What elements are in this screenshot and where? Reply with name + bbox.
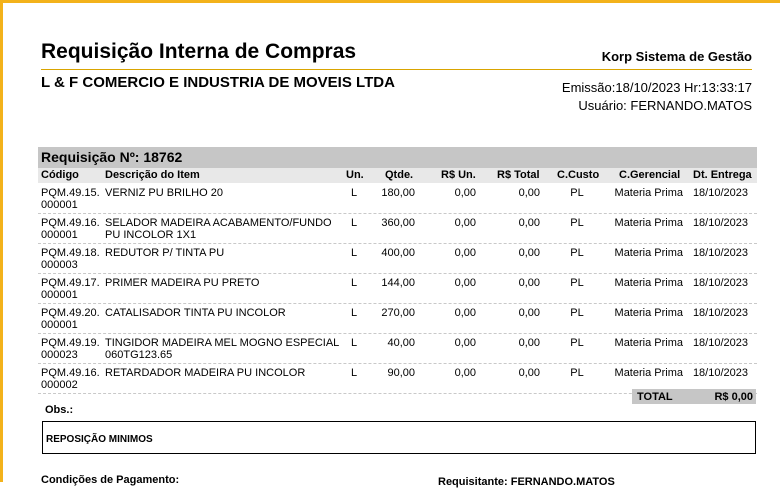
cell-un: L xyxy=(350,187,358,199)
cell-c-gerencial: Materia Prima xyxy=(614,367,683,379)
cell-codigo: PQM.49.18.000003 xyxy=(41,247,100,271)
cell-un: L xyxy=(350,217,358,229)
window-top-border xyxy=(0,0,780,3)
cell-c-gerencial: Materia Prima xyxy=(614,277,683,289)
requester-label: Requisitante: FERNANDO.MATOS xyxy=(438,476,615,488)
cell-qtde: 90,00 xyxy=(387,367,415,379)
cell-c-custo: PL xyxy=(570,367,584,379)
cell-qtde: 360,00 xyxy=(381,217,415,229)
document-title: Requisição Interna de Compras xyxy=(41,40,357,63)
total-value: R$ 0,00 xyxy=(714,391,753,403)
cell-qtde: 180,00 xyxy=(381,187,415,199)
cell-rs-un: 0,00 xyxy=(454,367,476,379)
cell-qtde: 144,00 xyxy=(381,277,415,289)
cell-dt-entrega: 18/10/2023 xyxy=(692,247,748,259)
cell-dt-entrega: 18/10/2023 xyxy=(692,307,748,319)
table-row xyxy=(38,184,757,214)
cell-c-custo: PL xyxy=(570,247,584,259)
cell-c-gerencial: Materia Prima xyxy=(614,217,683,229)
col-header-rs-un: R$ Un. xyxy=(441,169,476,181)
col-header-c-gerencial: C.Gerencial xyxy=(619,169,681,181)
total-label: TOTAL xyxy=(637,391,673,403)
cell-rs-un: 0,00 xyxy=(454,217,476,229)
table-header xyxy=(38,168,757,183)
payment-conditions-label: Condições de Pagamento: xyxy=(41,474,180,486)
window-left-border xyxy=(0,0,3,482)
cell-descricao: TINGIDOR MADEIRA MEL MOGNO ESPECIAL 060TG123.65 xyxy=(105,337,339,361)
table-row xyxy=(38,214,757,244)
cell-un: L xyxy=(350,247,358,259)
table-row xyxy=(38,274,757,304)
col-header-rs-total: R$ Total xyxy=(497,169,540,181)
cell-un: L xyxy=(350,337,358,349)
cell-qtde: 40,00 xyxy=(387,337,415,349)
col-header-dt-entrega: Dt. Entrega xyxy=(693,169,752,181)
system-name: Korp Sistema de Gestão xyxy=(601,49,752,64)
cell-qtde: 400,00 xyxy=(381,247,415,259)
cell-descricao: REDUTOR P/ TINTA PU xyxy=(105,247,225,259)
cell-dt-entrega: 18/10/2023 xyxy=(692,187,748,199)
table-row xyxy=(38,304,757,334)
cell-descricao: SELADOR MADEIRA ACABAMENTO/FUNDO PU INCOLOR 1X1 xyxy=(105,217,332,241)
obs-text: REPOSIÇÃO MINIMOS xyxy=(46,434,153,445)
cell-un: L xyxy=(350,277,358,289)
cell-c-gerencial: Materia Prima xyxy=(614,337,683,349)
cell-c-custo: PL xyxy=(570,307,584,319)
cell-rs-un: 0,00 xyxy=(454,337,476,349)
col-header-c-custo: C.Custo xyxy=(557,169,600,181)
obs-box xyxy=(42,421,756,454)
cell-codigo: PQM.49.16.000001 xyxy=(41,217,100,241)
table-row xyxy=(38,334,757,364)
cell-rs-un: 0,00 xyxy=(454,307,476,319)
cell-rs-total: 0,00 xyxy=(518,247,540,259)
user-name: Usuário: FERNANDO.MATOS xyxy=(578,98,752,113)
cell-c-custo: PL xyxy=(570,277,584,289)
cell-codigo: PQM.49.15.000001 xyxy=(41,187,100,211)
table-row xyxy=(38,244,757,274)
cell-dt-entrega: 18/10/2023 xyxy=(692,367,748,379)
col-header-un: Un. xyxy=(346,169,364,181)
cell-c-custo: PL xyxy=(570,337,584,349)
cell-un: L xyxy=(350,307,358,319)
cell-dt-entrega: 18/10/2023 xyxy=(692,277,748,289)
requisition-number: Requisição Nº: 18762 xyxy=(41,149,183,165)
cell-rs-un: 0,00 xyxy=(454,187,476,199)
total-bar xyxy=(632,389,756,404)
cell-rs-total: 0,00 xyxy=(518,367,540,379)
company-name: L & F COMERCIO E INDUSTRIA DE MOVEIS LTDA xyxy=(41,74,395,91)
cell-rs-un: 0,00 xyxy=(454,277,476,289)
cell-descricao: PRIMER MADEIRA PU PRETO xyxy=(105,277,260,289)
emission-info xyxy=(562,79,752,115)
col-header-qtde: Qtde. xyxy=(385,169,414,181)
cell-c-custo: PL xyxy=(570,187,584,199)
emission-date: Emissão:18/10/2023 Hr:13:33:17 xyxy=(561,80,752,95)
cell-rs-total: 0,00 xyxy=(518,187,540,199)
cell-rs-total: 0,00 xyxy=(518,217,540,229)
items-table-body xyxy=(38,184,757,394)
title-divider xyxy=(41,69,752,70)
cell-c-gerencial: Materia Prima xyxy=(614,307,683,319)
col-header-descricao: Descrição do Item xyxy=(105,169,200,181)
requisition-header-bar xyxy=(38,147,757,168)
cell-qtde: 270,00 xyxy=(381,307,415,319)
cell-dt-entrega: 18/10/2023 xyxy=(692,217,748,229)
cell-codigo: PQM.49.16.000002 xyxy=(41,367,100,391)
cell-dt-entrega: 18/10/2023 xyxy=(692,337,748,349)
cell-rs-un: 0,00 xyxy=(454,247,476,259)
cell-codigo: PQM.49.17.000001 xyxy=(41,277,100,301)
col-header-codigo: Código xyxy=(41,169,79,181)
cell-un: L xyxy=(350,367,358,379)
cell-codigo: PQM.49.20.000001 xyxy=(41,307,100,331)
cell-c-gerencial: Materia Prima xyxy=(614,247,683,259)
cell-c-gerencial: Materia Prima xyxy=(614,187,683,199)
cell-rs-total: 0,00 xyxy=(518,277,540,289)
obs-label: Obs.: xyxy=(45,404,74,416)
cell-descricao: VERNIZ PU BRILHO 20 xyxy=(105,187,223,199)
cell-descricao: RETARDADOR MADEIRA PU INCOLOR xyxy=(105,367,306,379)
cell-descricao: CATALISADOR TINTA PU INCOLOR xyxy=(105,307,286,319)
cell-rs-total: 0,00 xyxy=(518,307,540,319)
cell-codigo: PQM.49.19.000023 xyxy=(41,337,100,361)
cell-c-custo: PL xyxy=(570,217,584,229)
cell-rs-total: 0,00 xyxy=(518,337,540,349)
